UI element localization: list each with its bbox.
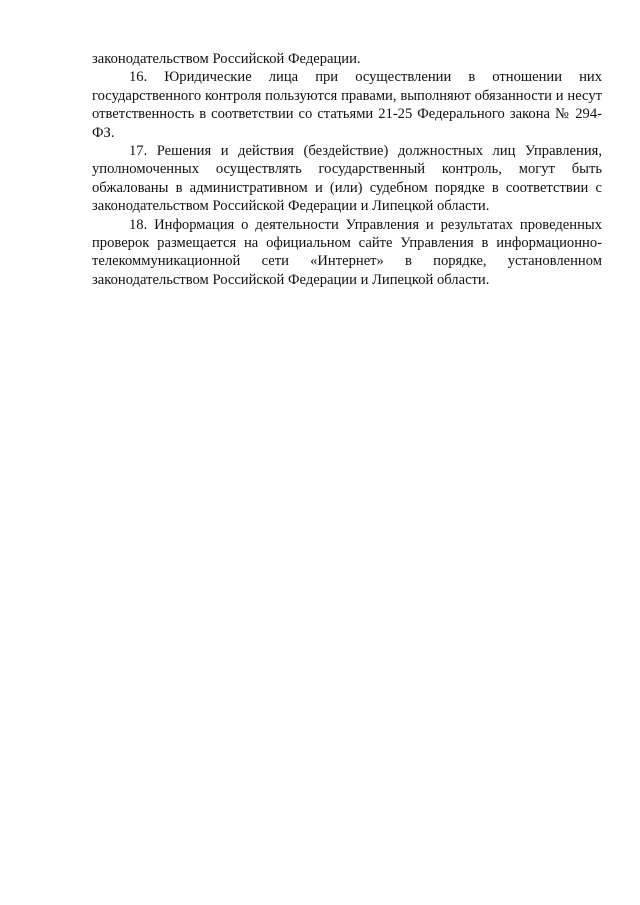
paragraph-17: 17. Решения и действия (бездействие) должностных лиц Управления, уполномоченных осуществлять государственный контроль, могут быть обжалованы в административном и (или) судебном порядке в соответствии с законодательством Российской Федерации и Липецкой области. xyxy=(92,143,602,215)
paragraph-continuation: законодательством Российской Федерации. xyxy=(92,51,361,67)
document-body xyxy=(92,50,602,289)
paragraph-18: 18. Информация о деятельности Управления и результатах проведенных проверок размещается на официальном сайте Управления в информационно-телекоммуникационной сети «Интернет» в порядке, установленном законодательством Российской Федерации и Липецкой области. xyxy=(92,216,602,288)
paragraph-16: 16. Юридические лица при осуществлении в отношении них государственного контроля пользуются правами, выполняют обязанности и несут ответственность в соответствии со статьями 21-25 Федерального закона № 294-ФЗ. xyxy=(92,69,602,141)
